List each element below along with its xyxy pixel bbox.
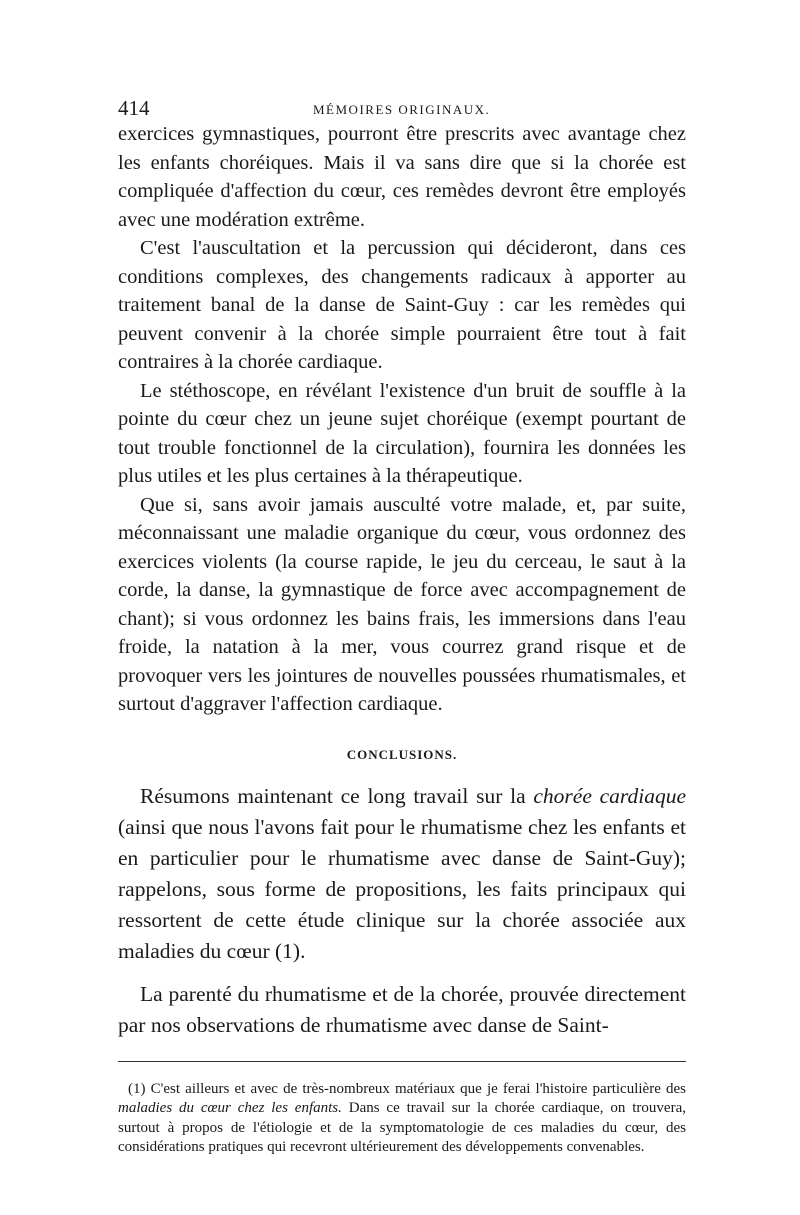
page <box>118 96 686 1158</box>
footnote-italic: maladies du cœur chez les enfants. <box>118 1100 342 1116</box>
paragraph-4: Que si, sans avoir jamais ausculté votre malade, et, par suite, méconnaissant une maladie organique du cœur, vous ordonnez des exercices violents (la course rapide, le jeu du cerceau, le saut à la corde, la danse, la gymnastique de force avec accompagnement de chant); si vous ordonnez les bains frais, les immersions dans l'eau froide, la natation à la mer, vous courrez grand risque et de provoquer vers les jointures de nouvelles poussées rhumatismales, et surtout d'aggraver l'affection cardiaque. <box>118 493 686 715</box>
running-title: MÉMOIRES ORIGINAUX. <box>313 102 491 117</box>
paragraph-3: Le stéthoscope, en révélant l'existence d'un bruit de souffle à la pointe du cœur chez un jeune sujet choréique (exempt pourtant de tout trouble fonctionnel de la circulation), fournira les données les plus utiles et les plus certaines à la thérapeutique. <box>118 379 686 487</box>
footnote-before: (1) C'est ailleurs et avec de très-nombreux matériaux que je ferai l'histoire particulière des <box>128 1080 686 1097</box>
conclusions-p1-after: (ainsi que nous l'avons fait pour le rhumatisme chez les enfants et en particulier pour le rhumatisme avec danse de Saint-Guy); rappelons, sous forme de propositions, les faits principaux qui ressortent de cette étude clinique sur la chorée associée aux maladies du cœur (1). <box>118 814 686 963</box>
footnote-after: Dans ce travail sur la chorée cardiaque, on trouvera, surtout à propos de l'étiologie et de la symptomatologie de ces maladies du cœur, des considérations pratiques qui recevront ultérieurement des développements convenables. <box>118 1100 686 1155</box>
page-number: 414 <box>118 96 150 120</box>
conclusions-paragraph-2: La parenté du rhumatisme et de la chorée, prouvée directement par nos observations de rhumatisme avec danse de Saint- <box>118 981 686 1037</box>
paragraph-2: C'est l'auscultation et la percussion qui décideront, dans ces conditions complexes, des changements radicaux à apporter au traitement banal de la danse de Saint-Guy : car les remèdes qui peuvent convenir à la chorée simple pourraient être tout à fait contraires à la chorée cardiaque. <box>118 237 686 373</box>
paragraph-1: exercices gymnastiques, pourront être prescrits avec avantage chez les enfants choréiques. Mais il va sans dire que si la chorée est compliquée d'affection du cœur, ces remèdes devront être employés avec une modération extrême. <box>118 123 686 231</box>
conclusions-p1-before: Résumons maintenant ce long travail sur la <box>140 783 534 808</box>
running-head <box>118 96 686 120</box>
conclusions-paragraph-1 <box>118 781 686 967</box>
footnote <box>118 1080 686 1158</box>
conclusions-p1-italic: chorée cardiaque <box>533 783 686 808</box>
footnote-rule <box>118 1061 686 1062</box>
section-heading: CONCLUSIONS. <box>346 746 458 762</box>
